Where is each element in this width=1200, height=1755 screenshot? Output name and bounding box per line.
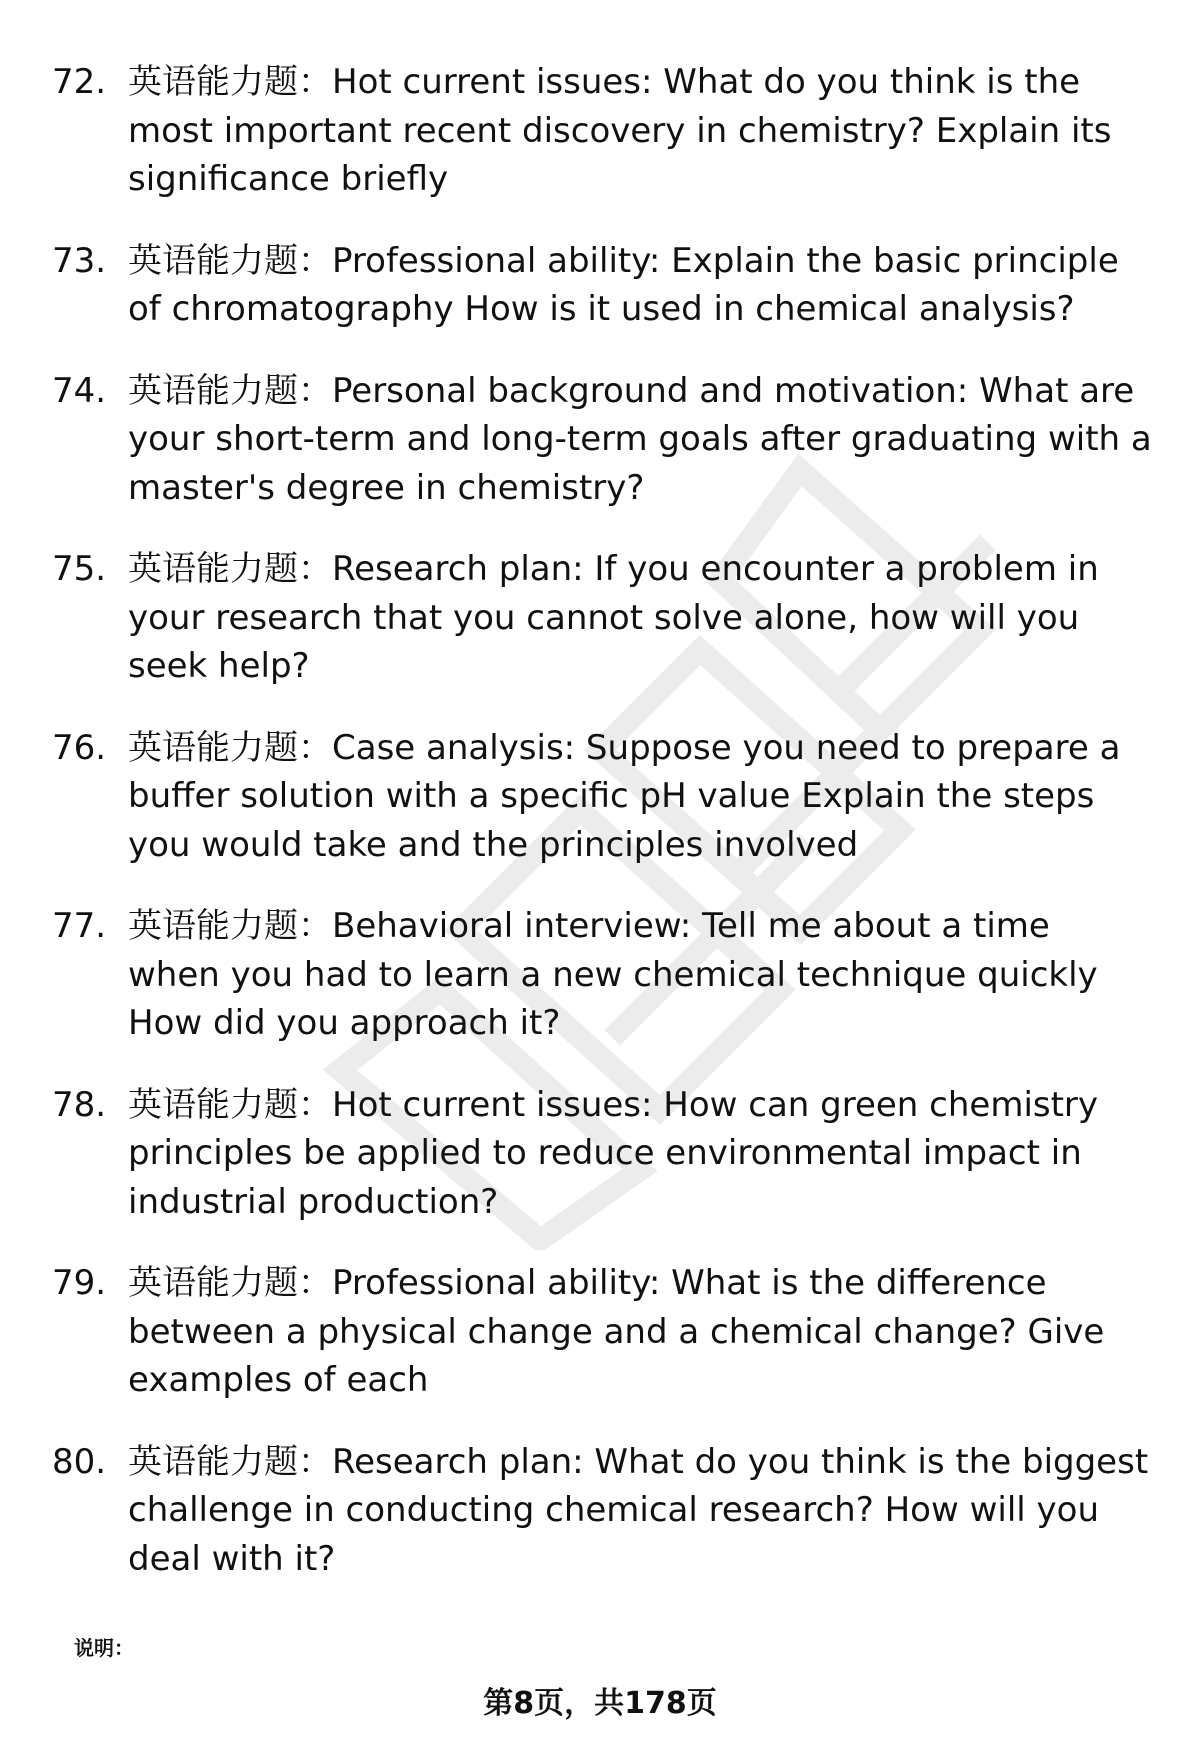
question-text: 英语能力题：Hot current issues: How can green chemistry principles be applied to reduce environmental impact in industrial production? <box>128 1084 1099 1222</box>
question-item <box>52 1259 1152 1405</box>
question-number: 80. <box>52 1441 107 1482</box>
question-list <box>52 58 1152 1616</box>
question-number: 79. <box>52 1263 107 1303</box>
question-item <box>52 58 1152 204</box>
question-text: 英语能力题：Professional ability: What is the difference between a physical change and a chemical change? Give examples of each <box>128 1263 1105 1400</box>
question-text: 英语能力题：Personal background and motivation: What are your short-term and long-term goals after graduating with a master's degree in chemistry? <box>128 370 1152 508</box>
question-item <box>52 1081 1152 1227</box>
question-item <box>52 724 1152 870</box>
question-item <box>52 237 1152 334</box>
question-text: 英语能力题：Hot current issues: What do you think is the most important recent discovery in chemistry? Explain its significance briefly <box>128 62 1112 199</box>
question-number: 78. <box>52 1084 107 1125</box>
question-number: 72. <box>52 62 107 102</box>
question-text: 英语能力题：Behavioral interview: Tell me about a time when you had to learn a new chemical technique quickly How did you approach it? <box>128 906 1098 1043</box>
question-number: 77. <box>52 906 107 946</box>
question-number: 74. <box>52 370 107 411</box>
question-item <box>52 1438 1152 1584</box>
question-number: 75. <box>52 549 107 589</box>
question-item <box>52 545 1152 691</box>
page-footer: 第8页，共178页 <box>483 1686 717 1721</box>
question-item <box>52 902 1152 1048</box>
note-label: 说明： <box>74 1636 134 1660</box>
question-item <box>52 367 1152 513</box>
question-number: 73. <box>52 240 107 281</box>
question-text: 英语能力题：Research plan: What do you think is the biggest challenge in conducting chemical research? How will you deal with it? <box>128 1441 1149 1579</box>
question-text: 英语能力题：Research plan: If you encounter a problem in your research that you cannot solve alone, how will you seek help? <box>128 549 1099 686</box>
question-text: 英语能力题：Professional ability: Explain the basic principle of chromatography How is it used in chemical analysis? <box>128 240 1119 329</box>
question-number: 76. <box>52 727 107 768</box>
question-text: 英语能力题：Case analysis: Suppose you need to prepare a buffer solution with a specific pH value Explain the steps you would take and the principles involved <box>128 727 1121 865</box>
